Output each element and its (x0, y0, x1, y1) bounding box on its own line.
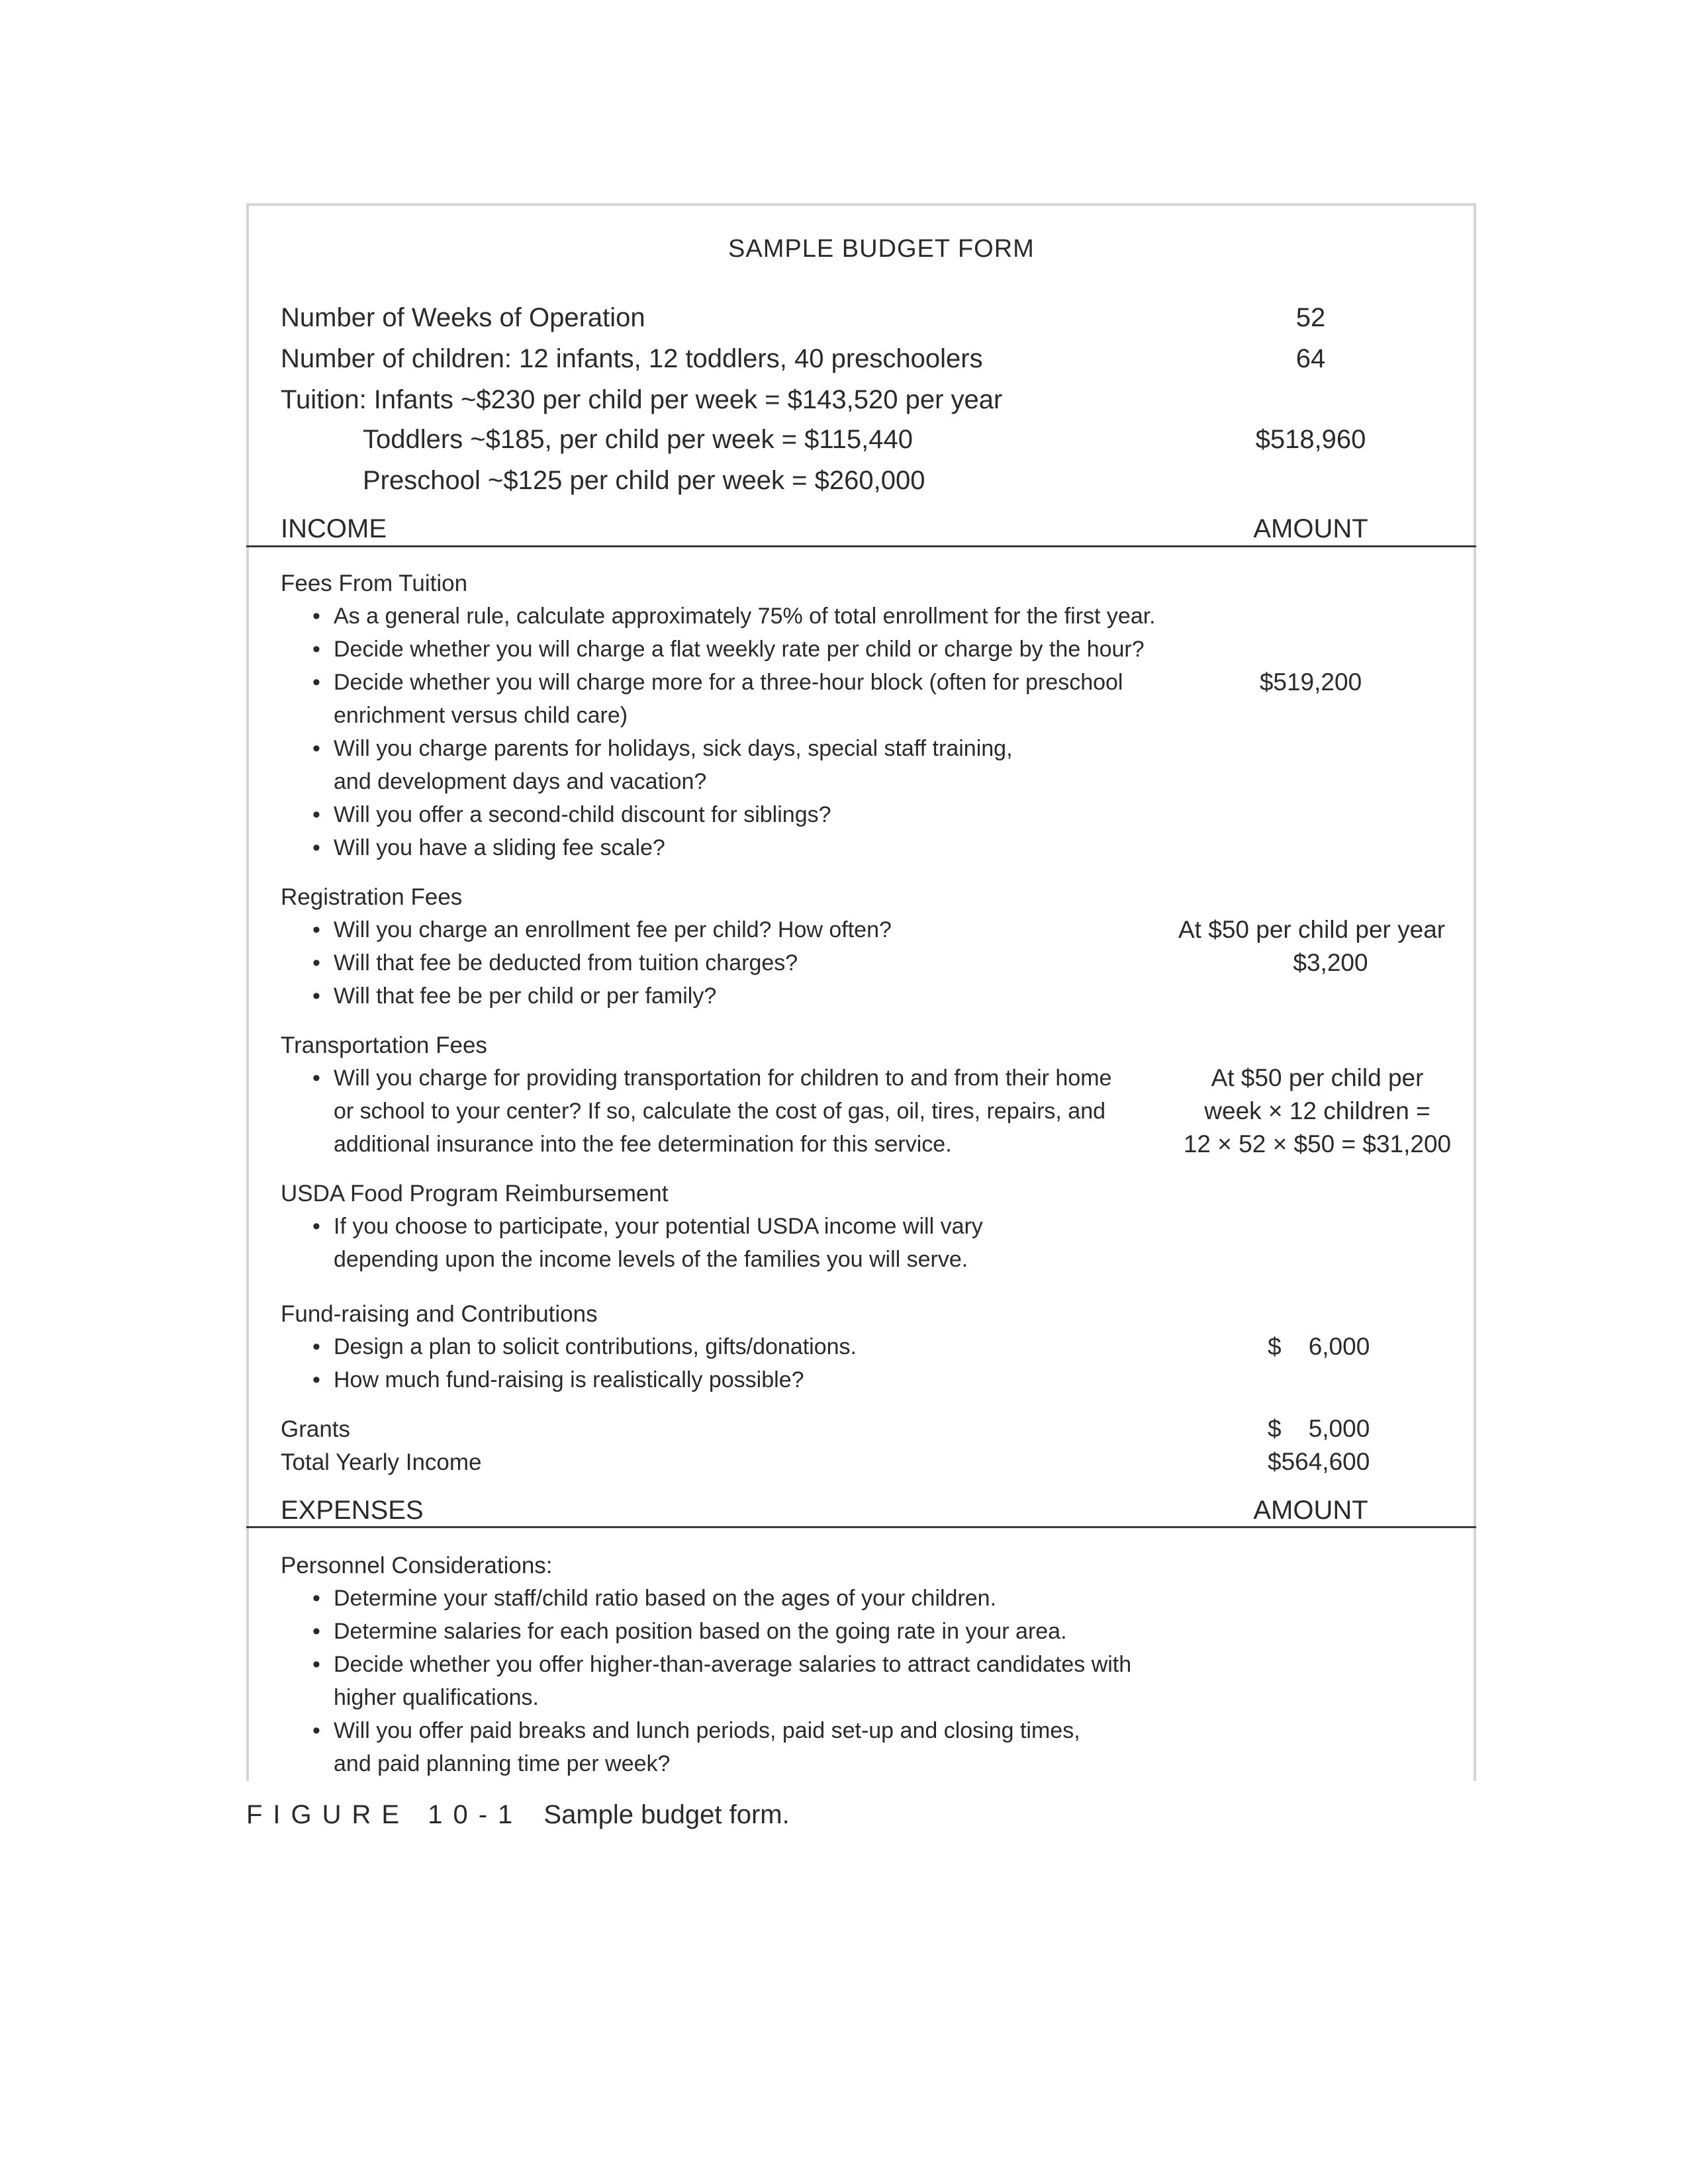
usda-title: USDA Food Program Reimbursement (281, 1181, 669, 1206)
bullet: • (312, 802, 320, 827)
list-item: Will that fee be deducted from tuition charges? (334, 950, 798, 976)
bullet: • (312, 637, 320, 662)
list-item: Determine salaries for each position based on the going rate in your area. (334, 1619, 1067, 1644)
list-item-continued: or school to your center? If so, calculate the cost of gas, oil, tires, repairs, and (334, 1099, 1106, 1124)
fundraising-amount: $ 6,000 (1268, 1333, 1370, 1360)
transportation-amount-line: At $50 per child per (1211, 1064, 1424, 1091)
list-item: As a general rule, calculate approximately 75% of total enrollment for the first year. (334, 604, 1156, 629)
bullet: • (312, 917, 320, 942)
list-item: Determine your staff/child ratio based on the ages of your children. (334, 1586, 997, 1611)
list-item: Will you have a sliding fee scale? (334, 835, 665, 860)
grants-amount: $ 5,000 (1268, 1415, 1370, 1442)
personnel-title: Personnel Considerations: (281, 1553, 553, 1578)
figure-caption-text: Sample budget form. (543, 1800, 790, 1829)
list-item: If you choose to participate, your potential USDA income will vary (334, 1214, 983, 1239)
children-label: Number of children: 12 infants, 12 toddlers, 40 preschoolers (281, 344, 983, 373)
expenses-amount-header: AMOUNT (1253, 1496, 1368, 1525)
tuition-infants: Tuition: Infants ~$230 per child per week = $143,520 per year (281, 385, 1003, 414)
list-item: Will you charge an enrollment fee per child? How often? (334, 917, 892, 942)
list-item-continued: additional insurance into the fee determination for this service. (334, 1132, 952, 1157)
list-item: Decide whether you will charge a flat weekly rate per child or charge by the hour? (334, 637, 1145, 662)
children-value: 64 (1295, 344, 1326, 373)
bullet: • (312, 670, 320, 695)
list-item: Will you charge for providing transportation for children to and from their home (334, 1066, 1112, 1091)
bullet: • (312, 1367, 320, 1392)
bullet: • (312, 835, 320, 860)
bullet: • (312, 983, 320, 1009)
fees-tuition-amount: $519,200 (1259, 668, 1362, 696)
tuition-preschool: Preschool ~$125 per child per week = $260,000 (363, 466, 925, 495)
list-item: Decide whether you will charge more for a three-hour block (often for preschool (334, 670, 1123, 695)
expenses-header: EXPENSES (281, 1496, 424, 1525)
list-item-continued: enrichment versus child care) (334, 703, 628, 728)
list-item-continued: higher qualifications. (334, 1685, 539, 1710)
bullet: • (312, 1334, 320, 1359)
total-income-amount: $564,600 (1268, 1448, 1370, 1475)
list-item: Will you offer paid breaks and lunch periods, paid set-up and closing times, (334, 1718, 1080, 1743)
total-income-label: Total Yearly Income (281, 1449, 482, 1475)
transportation-amount-line: 12 × 52 × $50 = $31,200 (1183, 1130, 1452, 1158)
registration-amount: $3,200 (1293, 949, 1368, 976)
bullet: • (312, 1214, 320, 1239)
list-item: How much fund-raising is realistically possible? (334, 1367, 804, 1392)
grants-label: Grants (281, 1416, 351, 1442)
list-item: Design a plan to solicit contributions, gifts/donations. (334, 1334, 857, 1359)
income-rule (246, 545, 1476, 547)
bullet: • (312, 1586, 320, 1611)
bullet: • (312, 604, 320, 629)
bullet: • (312, 736, 320, 761)
bullet: • (312, 950, 320, 976)
bullet: • (312, 1652, 320, 1677)
bullet: • (312, 1718, 320, 1743)
figure-label: FIGURE 10-1 (246, 1800, 524, 1829)
transportation-amount-line: week × 12 children = (1204, 1097, 1430, 1124)
registration-fees-title: Registration Fees (281, 884, 463, 910)
expenses-rule (246, 1526, 1476, 1528)
registration-amount-rate: At $50 per child per year (1178, 916, 1446, 943)
form-title: SAMPLE BUDGET FORM (728, 235, 1035, 263)
bullet: • (312, 1066, 320, 1091)
list-item: Will you offer a second-child discount for siblings? (334, 802, 831, 827)
weeks-label: Number of Weeks of Operation (281, 303, 645, 332)
income-header: INCOME (281, 514, 387, 543)
fees-tuition-title: Fees From Tuition (281, 570, 468, 596)
list-item: Decide whether you offer higher-than-average salaries to attract candidates with (334, 1652, 1132, 1677)
tuition-toddlers: Toddlers ~$185, per child per week = $115,440 (363, 425, 913, 454)
list-item-continued: and development days and vacation? (334, 769, 707, 794)
list-item-continued: and paid planning time per week? (334, 1751, 671, 1776)
list-item-continued: depending upon the income levels of the families you will serve. (334, 1247, 968, 1272)
income-amount-header: AMOUNT (1253, 514, 1368, 543)
tuition-total: $518,960 (1255, 425, 1366, 454)
weeks-value: 52 (1295, 303, 1326, 332)
bullet: • (312, 1619, 320, 1644)
list-item: Will that fee be per child or per family? (334, 983, 717, 1009)
fundraising-title: Fund-raising and Contributions (281, 1301, 598, 1327)
figure-caption (246, 1800, 790, 1830)
transportation-fees-title: Transportation Fees (281, 1032, 487, 1058)
list-item: Will you charge parents for holidays, sick days, special staff training, (334, 736, 1013, 761)
